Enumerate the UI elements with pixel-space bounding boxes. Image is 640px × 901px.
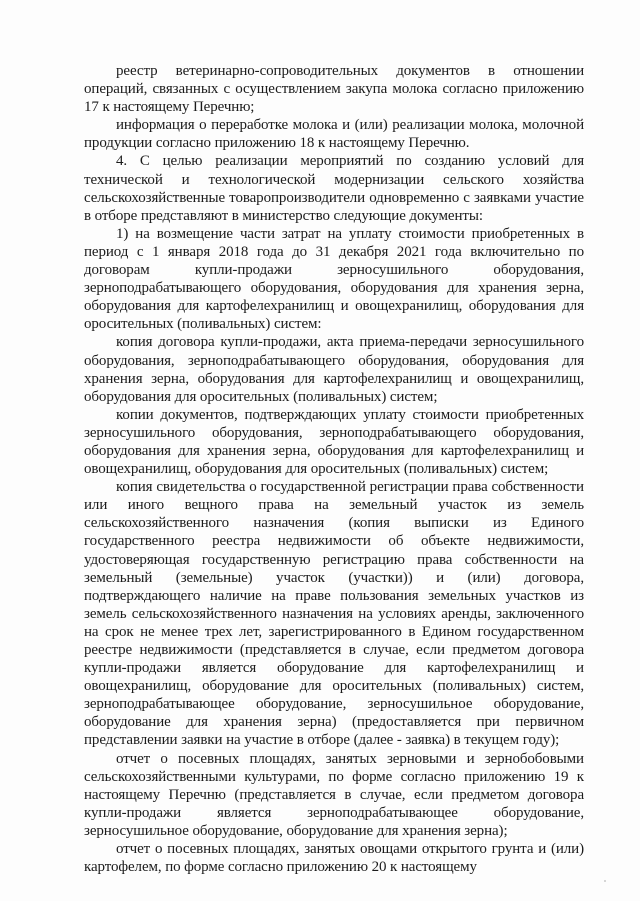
scan-speck (604, 880, 606, 882)
paragraph-land-certificate: копия свидетельства о государственной регистрации права собственности или иного вещного права на земельный участок из земель сельскохозяйственного назначения (копия выписки из Единого государственного реестра недвижимости об объекте недвижимости, удостоверяющая государственную регистрацию права собственности на земельный (земельные) участок (участки)) и (или) договора, подтверждающего наличие на праве пользования земельных участков из земель сельскохозяйственного назначения на условиях аренды, заключенного на срок не менее трех лет, зарегистрированного в Едином государственном реестре недвижимости (представляется в случае, если предметом договора купли-продажи является оборудование для картофелехранилищ и овощехранилищ, оборудование для оросительных (поливальных) систем, зерноподрабатывающее оборудование, зерносушильное оборудование, оборудование для хранения зерна) (предоставляется при первичном представлении заявки на участие в отборе (далее - заявка) в текущем году); (84, 479, 584, 749)
paragraph-section-4: 4. С целью реализации мероприятий по созданию условий для технической и технологической модернизации сельского хозяйства сельскохозяйственные товаропроизводители одновременно с заявками участие в отборе представляют в министерство следующие документы: (84, 153, 584, 224)
paragraph-milk-processing: информация о переработке молока и (или) реализации молока, молочной продукции согласно приложению 18 к настоящему Перечню. (84, 117, 584, 152)
document-body (84, 62, 584, 876)
paragraph-vegetable-report: отчет о посевных площадях, занятых овощами открытого грунта и (или) картофелем, по форме согласно приложению 20 к настоящему (84, 841, 584, 876)
paragraph-item-1: 1) на возмещение части затрат на уплату стоимости приобретенных в период с 1 января 2018 года до 31 декабря 2021 года включительно по договорам купли-продажи зерносушильного оборудования, зерноподрабатывающего оборудования, оборудования для хранения зерна, оборудования для картофелехранилищ и овощехранилищ, оборудования для оросительных (поливальных) систем: (84, 225, 584, 333)
paragraph-payment-docs: копии документов, подтверждающих уплату стоимости приобретенных зерносушильного оборудования, зерноподрабатывающего оборудования, оборудования для хранения зерна, оборудования для картофелехранилищ и овощехранилищ, оборудования для оросительных (поливальных) систем; (84, 406, 584, 478)
paragraph-vet-registry: реестр ветеринарно-сопроводительных документов в отношении операций, связанных с осуществлением закупа молока согласно приложению 17 к настоящему Перечню; (84, 63, 584, 116)
paragraph-grain-report: отчет о посевных площадях, занятых зерновыми и зернобобовыми сельскохозяйственными культурами, по форме согласно приложению 19 к настоящему Перечню (представляется в случае, если предметом договора купли-продажи является зерноподрабатывающее оборудование, зерносушильное оборудование, оборудование для хранения зерна); (84, 750, 584, 839)
paragraph-contract-copy: копия договора купли-продажи, акта приема-передачи зерносушильного оборудования, зерноподрабатывающего оборудования, оборудования для хранения зерна, оборудования для картофелехранилищ и овощехранилищ, оборудования для оросительных (поливальных) систем; (84, 334, 584, 405)
